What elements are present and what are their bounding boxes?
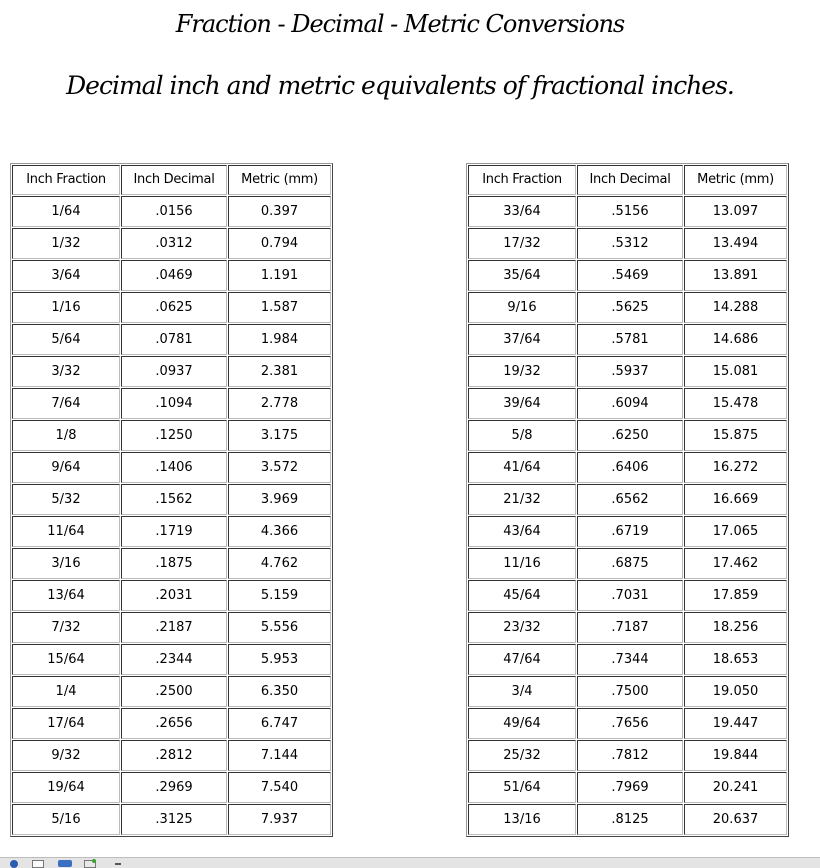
- cell-metric-mm: 19.050: [684, 676, 787, 707]
- table-row: [12, 292, 331, 323]
- cell-metric-mm: 14.686: [684, 324, 787, 355]
- table-row: [12, 708, 331, 739]
- cell-metric-mm: 4.762: [228, 548, 331, 579]
- table-header-row: [468, 165, 787, 195]
- cell-inch-fraction: 1/8: [12, 420, 120, 451]
- cell-inch-fraction: 33/64: [468, 196, 576, 227]
- table-row: [12, 676, 331, 707]
- cell-inch-fraction: 43/64: [468, 516, 576, 547]
- cell-inch-fraction: 41/64: [468, 452, 576, 483]
- table-row: [468, 388, 787, 419]
- cell-metric-mm: 6.747: [228, 708, 331, 739]
- cell-inch-fraction: 7/64: [12, 388, 120, 419]
- cell-inch-fraction: 3/16: [12, 548, 120, 579]
- cell-inch-fraction: 9/64: [12, 452, 120, 483]
- cell-metric-mm: 7.937: [228, 804, 331, 835]
- table-row: [468, 548, 787, 579]
- cell-inch-decimal: .8125: [577, 804, 683, 835]
- header-inch-decimal: Inch Decimal: [577, 165, 683, 195]
- table-row: [468, 676, 787, 707]
- table-row: [468, 452, 787, 483]
- mail-icon[interactable]: [58, 860, 72, 867]
- cell-inch-decimal: .2656: [121, 708, 227, 739]
- cell-metric-mm: 5.556: [228, 612, 331, 643]
- table-row: [468, 484, 787, 515]
- cell-metric-mm: 18.653: [684, 644, 787, 675]
- table-row: [468, 516, 787, 547]
- table-row: [468, 196, 787, 227]
- cell-inch-decimal: .5312: [577, 228, 683, 259]
- cell-inch-decimal: .1875: [121, 548, 227, 579]
- cell-metric-mm: 3.175: [228, 420, 331, 451]
- cell-inch-decimal: .3125: [121, 804, 227, 835]
- cell-metric-mm: 5.159: [228, 580, 331, 611]
- cell-inch-fraction: 25/32: [468, 740, 576, 771]
- cell-metric-mm: 20.637: [684, 804, 787, 835]
- cell-inch-decimal: .0312: [121, 228, 227, 259]
- cell-inch-decimal: .0156: [121, 196, 227, 227]
- cell-inch-fraction: 13/64: [12, 580, 120, 611]
- cell-inch-decimal: .7031: [577, 580, 683, 611]
- header-inch-fraction: Inch Fraction: [468, 165, 576, 195]
- cell-inch-fraction: 17/64: [12, 708, 120, 739]
- cell-inch-decimal: .2031: [121, 580, 227, 611]
- cell-inch-fraction: 3/32: [12, 356, 120, 387]
- cell-inch-fraction: 1/32: [12, 228, 120, 259]
- cell-inch-decimal: .5937: [577, 356, 683, 387]
- table-row: [12, 196, 331, 227]
- cell-metric-mm: 16.272: [684, 452, 787, 483]
- taskbar: [0, 857, 820, 868]
- cell-inch-fraction: 5/32: [12, 484, 120, 515]
- page-subtitle: Decimal inch and metric equivalents of fractional inches.: [66, 71, 734, 100]
- cell-inch-decimal: .1562: [121, 484, 227, 515]
- cell-inch-fraction: 1/4: [12, 676, 120, 707]
- cell-inch-decimal: .5469: [577, 260, 683, 291]
- cell-inch-fraction: 37/64: [468, 324, 576, 355]
- table-row: [468, 644, 787, 675]
- cell-inch-fraction: 5/8: [468, 420, 576, 451]
- cell-inch-decimal: .7656: [577, 708, 683, 739]
- cell-inch-fraction: 45/64: [468, 580, 576, 611]
- table-row: [468, 356, 787, 387]
- cell-inch-fraction: 19/32: [468, 356, 576, 387]
- cell-inch-fraction: 51/64: [468, 772, 576, 803]
- cell-inch-fraction: 21/32: [468, 484, 576, 515]
- page-title: Fraction - Decimal - Metric Conversions: [175, 10, 625, 38]
- cell-metric-mm: 5.953: [228, 644, 331, 675]
- table-row: [12, 420, 331, 451]
- cell-inch-decimal: .0625: [121, 292, 227, 323]
- cell-inch-decimal: .7344: [577, 644, 683, 675]
- cell-inch-decimal: .7187: [577, 612, 683, 643]
- cell-metric-mm: 1.191: [228, 260, 331, 291]
- table-row: [12, 548, 331, 579]
- cell-inch-fraction: 17/32: [468, 228, 576, 259]
- cell-metric-mm: 19.844: [684, 740, 787, 771]
- table-body: [468, 196, 787, 835]
- cell-inch-decimal: .5625: [577, 292, 683, 323]
- minimize-icon[interactable]: [115, 863, 121, 865]
- cell-inch-decimal: .2812: [121, 740, 227, 771]
- cell-inch-decimal: .0469: [121, 260, 227, 291]
- table-row: [468, 420, 787, 451]
- table-row: [468, 708, 787, 739]
- cell-metric-mm: 15.081: [684, 356, 787, 387]
- table-row: [468, 580, 787, 611]
- cell-inch-decimal: .6250: [577, 420, 683, 451]
- cell-inch-decimal: .0781: [121, 324, 227, 355]
- cell-inch-decimal: .7812: [577, 740, 683, 771]
- cell-metric-mm: 13.891: [684, 260, 787, 291]
- cell-inch-fraction: 13/16: [468, 804, 576, 835]
- table-row: [468, 292, 787, 323]
- tables-area: [0, 163, 820, 857]
- cell-metric-mm: 15.875: [684, 420, 787, 451]
- header-inch-fraction: Inch Fraction: [12, 165, 120, 195]
- cell-inch-fraction: 23/32: [468, 612, 576, 643]
- cell-inch-decimal: .7500: [577, 676, 683, 707]
- cell-metric-mm: 3.572: [228, 452, 331, 483]
- cell-inch-fraction: 11/64: [12, 516, 120, 547]
- table-row: [12, 228, 331, 259]
- header-metric-mm: Metric (mm): [684, 165, 787, 195]
- cell-metric-mm: 19.447: [684, 708, 787, 739]
- cell-inch-fraction: 3/4: [468, 676, 576, 707]
- cell-inch-decimal: .6719: [577, 516, 683, 547]
- table-row: [12, 516, 331, 547]
- cell-inch-decimal: .1250: [121, 420, 227, 451]
- cell-inch-fraction: 5/64: [12, 324, 120, 355]
- table-row: [468, 740, 787, 771]
- cell-metric-mm: 1.984: [228, 324, 331, 355]
- cell-inch-fraction: 9/32: [12, 740, 120, 771]
- header-inch-decimal: Inch Decimal: [121, 165, 227, 195]
- table-row: [12, 772, 331, 803]
- cell-inch-decimal: .0937: [121, 356, 227, 387]
- cell-metric-mm: 13.494: [684, 228, 787, 259]
- cell-inch-decimal: .1406: [121, 452, 227, 483]
- cell-inch-decimal: .1094: [121, 388, 227, 419]
- cell-metric-mm: 16.669: [684, 484, 787, 515]
- cell-inch-decimal: .1719: [121, 516, 227, 547]
- cell-inch-fraction: 5/16: [12, 804, 120, 835]
- cell-metric-mm: 13.097: [684, 196, 787, 227]
- globe-icon[interactable]: [10, 860, 18, 868]
- cell-metric-mm: 14.288: [684, 292, 787, 323]
- cell-inch-fraction: 19/64: [12, 772, 120, 803]
- table-row: [12, 388, 331, 419]
- table-row: [12, 740, 331, 771]
- cell-inch-fraction: 1/64: [12, 196, 120, 227]
- table-row: [468, 804, 787, 835]
- cell-metric-mm: 17.462: [684, 548, 787, 579]
- cell-metric-mm: 15.478: [684, 388, 787, 419]
- table-header-row: [12, 165, 331, 195]
- table-row: [12, 484, 331, 515]
- cell-metric-mm: 3.969: [228, 484, 331, 515]
- header-metric-mm: Metric (mm): [228, 165, 331, 195]
- cell-metric-mm: 17.859: [684, 580, 787, 611]
- table-row: [12, 356, 331, 387]
- cell-inch-fraction: 3/64: [12, 260, 120, 291]
- cell-inch-decimal: .2344: [121, 644, 227, 675]
- page-icon[interactable]: [32, 860, 44, 868]
- table-row: [12, 580, 331, 611]
- table-row: [12, 612, 331, 643]
- cell-metric-mm: 2.381: [228, 356, 331, 387]
- cell-metric-mm: 7.144: [228, 740, 331, 771]
- cell-inch-fraction: 9/16: [468, 292, 576, 323]
- cell-inch-fraction: 39/64: [468, 388, 576, 419]
- conversion-table-right: [466, 163, 789, 837]
- cell-inch-fraction: 47/64: [468, 644, 576, 675]
- cell-metric-mm: 2.778: [228, 388, 331, 419]
- table-row: [468, 772, 787, 803]
- cell-inch-fraction: 1/16: [12, 292, 120, 323]
- table-row: [468, 228, 787, 259]
- cell-inch-decimal: .2969: [121, 772, 227, 803]
- table-row: [12, 260, 331, 291]
- cell-metric-mm: 7.540: [228, 772, 331, 803]
- cell-metric-mm: 1.587: [228, 292, 331, 323]
- cell-inch-decimal: .2187: [121, 612, 227, 643]
- cell-inch-decimal: .6406: [577, 452, 683, 483]
- cell-inch-fraction: 35/64: [468, 260, 576, 291]
- conversion-table-left: [10, 163, 333, 837]
- cell-inch-decimal: .6875: [577, 548, 683, 579]
- cell-inch-fraction: 11/16: [468, 548, 576, 579]
- cell-inch-fraction: 7/32: [12, 612, 120, 643]
- cell-inch-fraction: 49/64: [468, 708, 576, 739]
- status-dot-icon: [92, 859, 96, 863]
- cell-metric-mm: 17.065: [684, 516, 787, 547]
- table-row: [468, 260, 787, 291]
- table-row: [12, 804, 331, 835]
- table-row: [12, 644, 331, 675]
- table-row: [12, 324, 331, 355]
- cell-inch-decimal: .5156: [577, 196, 683, 227]
- cell-inch-decimal: .5781: [577, 324, 683, 355]
- cell-inch-decimal: .7969: [577, 772, 683, 803]
- cell-inch-fraction: 15/64: [12, 644, 120, 675]
- cell-inch-decimal: .2500: [121, 676, 227, 707]
- table-body: [12, 196, 331, 835]
- cell-inch-decimal: .6562: [577, 484, 683, 515]
- table-row: [468, 324, 787, 355]
- cell-metric-mm: 0.397: [228, 196, 331, 227]
- cell-metric-mm: 18.256: [684, 612, 787, 643]
- cell-inch-decimal: .6094: [577, 388, 683, 419]
- cell-metric-mm: 0.794: [228, 228, 331, 259]
- cell-metric-mm: 20.241: [684, 772, 787, 803]
- table-row: [12, 452, 331, 483]
- table-row: [468, 612, 787, 643]
- cell-metric-mm: 4.366: [228, 516, 331, 547]
- cell-metric-mm: 6.350: [228, 676, 331, 707]
